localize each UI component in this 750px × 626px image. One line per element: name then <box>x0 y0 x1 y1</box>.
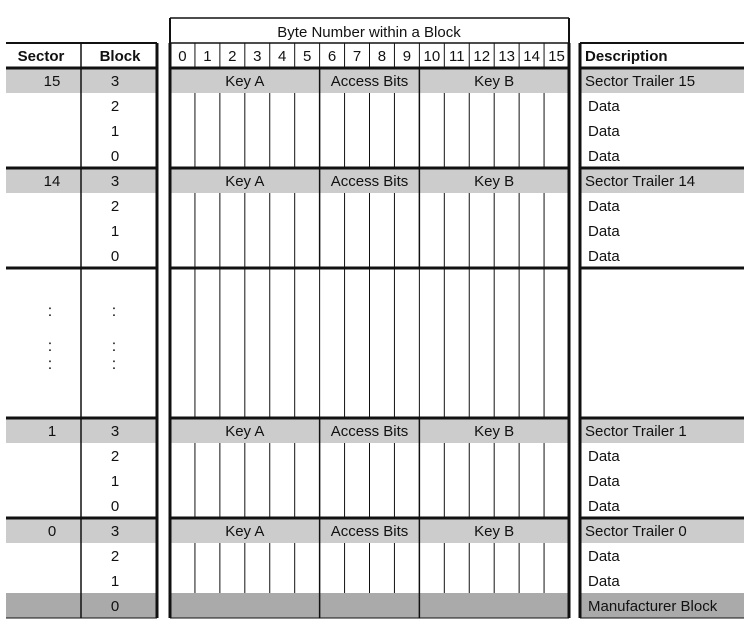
sector-number: 1 <box>47 423 57 440</box>
byte-number-10: 10 <box>423 48 441 65</box>
key-a-label: Key A <box>225 523 265 540</box>
block-number: 2 <box>110 198 120 215</box>
description-text: Sector Trailer 15 <box>585 73 696 90</box>
byte-number-14: 14 <box>523 48 540 65</box>
byte-number-4: 4 <box>278 48 287 65</box>
byte-number-15: 15 <box>548 48 565 65</box>
description-header: Description <box>585 48 668 65</box>
block-number: 0 <box>110 148 120 165</box>
byte-number-8: 8 <box>377 48 387 65</box>
description-text: Data <box>588 198 620 215</box>
block-number: 0 <box>110 248 120 265</box>
key-b-label: Key B <box>474 423 515 440</box>
block-number: 0 <box>110 598 120 615</box>
description-text: Manufacturer Block <box>588 598 718 615</box>
ellipsis-mark: : <box>47 303 53 320</box>
description-text: Data <box>588 473 620 490</box>
header-title: Byte Number within a Block <box>277 24 461 41</box>
description-text: Sector Trailer 14 <box>585 173 696 190</box>
description-text: Data <box>588 148 620 165</box>
block-number: 3 <box>110 73 120 90</box>
byte-number-7: 7 <box>352 48 362 65</box>
description-text: Data <box>588 548 620 565</box>
byte-number-3: 3 <box>253 48 262 65</box>
block-number: 0 <box>110 498 120 515</box>
byte-number-13: 13 <box>498 48 515 65</box>
ellipsis-mark: : <box>111 338 117 355</box>
block-number: 1 <box>110 123 120 140</box>
byte-number-11: 11 <box>448 48 465 65</box>
byte-number-9: 9 <box>402 48 412 65</box>
description-text: Data <box>588 98 620 115</box>
sector-number: 0 <box>47 523 57 540</box>
description-text: Sector Trailer 1 <box>585 423 687 440</box>
byte-number-2: 2 <box>228 48 237 65</box>
sector-number: 14 <box>43 173 61 190</box>
block-number: 1 <box>110 573 120 590</box>
key-b-label: Key B <box>474 73 515 90</box>
sector-number: 15 <box>43 73 61 90</box>
description-text: Data <box>588 573 620 590</box>
ellipsis-mark: : <box>111 356 117 373</box>
description-text: Data <box>588 223 620 240</box>
block-number: 3 <box>110 173 120 190</box>
access-bits-label: Access Bits <box>330 73 409 90</box>
description-text: Data <box>588 498 620 515</box>
description-text: Data <box>588 248 620 265</box>
access-bits-label: Access Bits <box>330 523 409 540</box>
block-number: 1 <box>110 223 120 240</box>
row-fill-grid <box>170 593 569 618</box>
block-number: 2 <box>110 98 120 115</box>
key-a-label: Key A <box>225 73 265 90</box>
description-text: Data <box>588 123 620 140</box>
block-number: 1 <box>110 473 120 490</box>
description-text: Sector Trailer 0 <box>585 523 687 540</box>
ellipsis-mark: : <box>47 356 53 373</box>
ellipsis-mark: : <box>47 338 53 355</box>
key-b-label: Key B <box>474 523 515 540</box>
access-bits-label: Access Bits <box>330 423 409 440</box>
block-number: 3 <box>110 523 120 540</box>
byte-number-0: 0 <box>178 48 187 65</box>
key-a-label: Key A <box>225 423 265 440</box>
description-text: Data <box>588 448 620 465</box>
ellipsis-mark: : <box>111 303 117 320</box>
key-a-label: Key A <box>225 173 265 190</box>
block-header: Block <box>99 48 141 65</box>
block-number: 2 <box>110 548 120 565</box>
block-number: 2 <box>110 448 120 465</box>
byte-number-1: 1 <box>203 48 212 65</box>
byte-number-6: 6 <box>327 48 337 65</box>
byte-number-5: 5 <box>302 48 312 65</box>
access-bits-label: Access Bits <box>330 173 409 190</box>
byte-number-12: 12 <box>473 48 491 65</box>
sector-header: Sector <box>17 48 65 65</box>
key-b-label: Key B <box>474 173 515 190</box>
block-number: 3 <box>110 423 120 440</box>
